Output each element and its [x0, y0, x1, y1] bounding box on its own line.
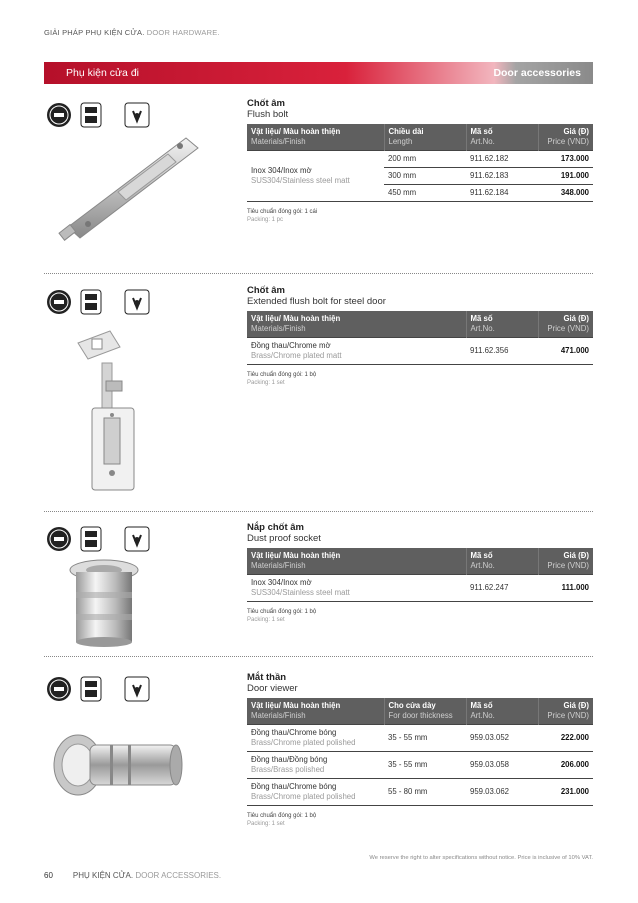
material-cell: Inox 304/Inox mờ SUS304/Stainless steel matt: [247, 575, 466, 602]
price-cell: 222.000: [538, 725, 593, 752]
flush-bolt-icon: [124, 289, 150, 315]
price-cell: 173.000: [538, 151, 593, 168]
spec-table: [247, 311, 593, 365]
steel-finish-icon: [46, 289, 72, 315]
col-art-no: Mã số Art.No.: [466, 548, 538, 575]
page-number: 60: [44, 871, 53, 880]
feature-icons: [46, 526, 156, 556]
product-subtitle: Flush bolt: [247, 109, 289, 120]
col-art-no: Mã số Art.No.: [466, 311, 538, 338]
art-no-cell: 911.62.183: [466, 168, 538, 185]
price-cell: 191.000: [538, 168, 593, 185]
col-price: Giá (Đ) Price (VND): [538, 548, 593, 575]
steel-finish-icon: [46, 102, 72, 128]
art-no-cell: 911.62.247: [466, 575, 538, 602]
col-material: Vật liệu/ Màu hoàn thiện Materials/Finish: [247, 548, 466, 575]
banner-title-en: Door accessories: [493, 67, 581, 79]
spec-table: [247, 124, 593, 202]
product-title: Chốt âm: [247, 98, 285, 109]
col-door-thickness: Cho cửa dày For door thickness: [384, 698, 466, 725]
price-cell: 348.000: [538, 185, 593, 202]
product-info: [247, 285, 593, 387]
length-cell: 300 mm: [384, 168, 466, 185]
product-title: Chốt âm: [247, 285, 285, 296]
header-title-main: GIẢI PHÁP PHỤ KIỆN CỬA.: [44, 28, 145, 37]
flush-bolt-icon: [124, 526, 150, 552]
steel-finish-icon: [46, 526, 72, 552]
col-price: Giá (Đ) Price (VND): [538, 311, 593, 338]
header-title-sub: DOOR HARDWARE.: [144, 28, 220, 37]
price-cell: 206.000: [538, 752, 593, 779]
material-cell: Inox 304/Inox mờ SUS304/Stainless steel matt: [247, 151, 384, 202]
price-cell: 471.000: [538, 338, 593, 365]
col-art-no: Mã số Art.No.: [466, 124, 538, 151]
price-cell: 111.000: [538, 575, 593, 602]
stainless-steel-icon: [80, 526, 102, 552]
page-footer: [44, 871, 221, 880]
section-banner: [44, 62, 593, 84]
packing-info: Tiêu chuẩn đóng gói: 1 bộ Packing: 1 set: [247, 609, 317, 623]
price-cell: 231.000: [538, 779, 593, 806]
dust-proof-socket-image: [64, 558, 144, 653]
table-row: [247, 575, 593, 602]
product-info: [247, 672, 593, 828]
length-cell: 450 mm: [384, 185, 466, 202]
art-no-cell: 911.62.356: [466, 338, 538, 365]
product-info: [247, 522, 593, 624]
col-length: Chiều dài Length: [384, 124, 466, 151]
col-material: Vật liệu/ Màu hoàn thiện Materials/Finish: [247, 698, 384, 725]
packing-info: Tiêu chuẩn đóng gói: 1 bộ Packing: 1 set: [247, 372, 317, 386]
page-header: [44, 28, 220, 37]
packing-info: Tiêu chuẩn đóng gói: 1 bộ Packing: 1 set: [247, 813, 317, 827]
extended-flush-bolt-image: [68, 323, 178, 498]
col-price: Giá (Đ) Price (VND): [538, 698, 593, 725]
art-no-cell: 959.03.052: [466, 725, 538, 752]
feature-icons: [46, 676, 156, 706]
product-extended-flush-bolt: [44, 285, 593, 505]
packing-info: Tiêu chuẩn đóng gói: 1 cái Packing: 1 pc: [247, 209, 318, 223]
product-title: Mắt thần: [247, 672, 287, 683]
product-subtitle: Dust proof socket: [247, 533, 321, 544]
footer-title-main: PHỤ KIỆN CỬA.: [72, 871, 134, 880]
disclaimer: We reserve the right to alter specifications without notice. Price is inclusive of 10% VAT.: [369, 855, 593, 861]
thickness-cell: 55 - 80 mm: [384, 779, 466, 806]
stainless-steel-icon: [80, 676, 102, 702]
footer-title-sub: DOOR ACCESSORIES.: [133, 871, 222, 880]
material-cell: Đồng thau/Đồng bóng Brass/Brass polished: [247, 752, 384, 779]
table-row: [247, 752, 593, 779]
material-cell: Đồng thau/Chrome bóng Brass/Chrome plated polished: [247, 779, 384, 806]
product-flush-bolt: [44, 98, 593, 268]
col-material: Vật liệu/ Màu hoàn thiện Materials/Finish: [247, 124, 384, 151]
flush-bolt-icon: [124, 676, 150, 702]
flush-bolt-icon: [124, 102, 150, 128]
feature-icons: [46, 102, 156, 132]
spec-table: [247, 548, 593, 602]
table-row: [247, 779, 593, 806]
banner-title-vi: Phụ kiện cửa đi: [66, 67, 139, 79]
thickness-cell: 35 - 55 mm: [384, 725, 466, 752]
stainless-steel-icon: [80, 289, 102, 315]
door-viewer-image: [50, 717, 190, 812]
product-info: [247, 98, 593, 224]
stainless-steel-icon: [80, 102, 102, 128]
section-divider: [44, 273, 593, 274]
table-row: [247, 725, 593, 752]
art-no-cell: 911.62.182: [466, 151, 538, 168]
material-cell: Đồng thau/Chrome bóng Brass/Chrome plated polished: [247, 725, 384, 752]
product-door-viewer: [44, 672, 593, 847]
product-subtitle: Extended flush bolt for steel door: [247, 296, 386, 307]
feature-icons: [46, 289, 156, 319]
product-dust-proof-socket: [44, 522, 593, 652]
steel-finish-icon: [46, 676, 72, 702]
col-price: Giá (Đ) Price (VND): [538, 124, 593, 151]
table-row: [247, 151, 593, 168]
art-no-cell: 959.03.058: [466, 752, 538, 779]
length-cell: 200 mm: [384, 151, 466, 168]
product-subtitle: Door viewer: [247, 683, 298, 694]
thickness-cell: 35 - 55 mm: [384, 752, 466, 779]
section-divider: [44, 511, 593, 512]
col-material: Vật liệu/ Màu hoàn thiện Materials/Finish: [247, 311, 466, 338]
table-row: [247, 338, 593, 365]
art-no-cell: 959.03.062: [466, 779, 538, 806]
product-title: Nắp chốt âm: [247, 522, 305, 533]
section-divider: [44, 656, 593, 657]
material-cell: Đồng thau/Chrome mờ Brass/Chrome plated matt: [247, 338, 466, 365]
spec-table: [247, 698, 593, 806]
flush-bolt-image: [48, 132, 218, 257]
art-no-cell: 911.62.184: [466, 185, 538, 202]
col-art-no: Mã số Art.No.: [466, 698, 538, 725]
